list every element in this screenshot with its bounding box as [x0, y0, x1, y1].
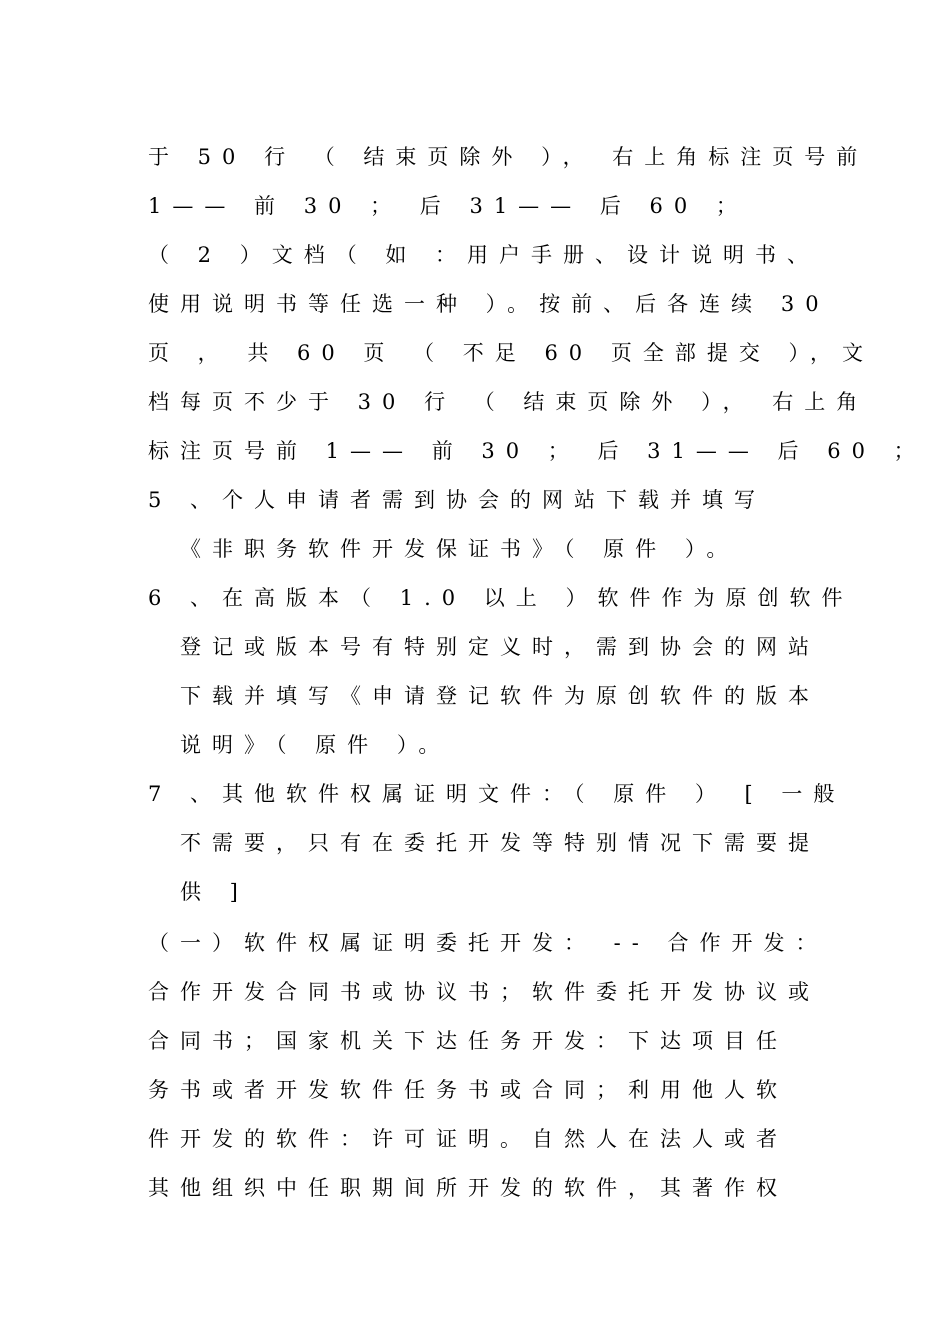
text-line: 其他组织中任职期间所开发的软件，其著作权 [148, 1176, 788, 1200]
text-line: 于 50 行 （ 结束页除外 ）， 右上角标注页号前 [148, 145, 869, 169]
text-line: 合同书；国家机关下达任务开发：下达项目任 [148, 1029, 788, 1053]
text-line: 登记或版本号有特别定义时，需到协会的网站 [180, 635, 820, 659]
text-line: 下载并填写《申请登记软件为原创软件的版本 [180, 684, 820, 708]
text-line: 合作开发合同书或协议书；软件委托开发协议或 [148, 980, 820, 1004]
list-item-7: 7 、其他软件权属证明文件：（ 原件 ） [ 一般 [148, 782, 846, 806]
text-line: （ 2 ）文档（ 如 ：用户手册、设计说明书、 [148, 243, 820, 267]
text-line: 供 ] [180, 880, 249, 904]
text-line: 页 ， 共 60 页 （ 不足 60 页全部提交 ），文 [148, 341, 875, 365]
list-item-5: 5 、个人申请者需到协会的网站下载并填写 [148, 488, 767, 512]
text-line: 标注页号前 1—— 前 30 ； 后 31—— 后 60 ； [148, 439, 926, 463]
text-line: 使用说明书等任选一种 ）。按前、后各连续 30 [148, 292, 830, 316]
text-line: 件开发的软件：许可证明。自然人在法人或者 [148, 1127, 788, 1151]
text-line: 1—— 前 30 ； 后 31—— 后 60 ； [148, 194, 748, 218]
text-line: 说明》（ 原件 ）。 [180, 733, 451, 757]
text-line: 不需要，只有在委托开发等特别情况下需要提 [180, 831, 820, 855]
text-line: 档每页不少于 30 行 （ 结束页除外 ）， 右上角 [148, 390, 869, 414]
text-line: 《非职务软件开发保证书》（ 原件 ）。 [180, 537, 739, 561]
list-item-6: 6 、在高版本（ 1.0 以上 ）软件作为原创软件 [148, 586, 854, 610]
text-line: 务书或者开发软件任务书或合同；利用他人软 [148, 1078, 788, 1102]
section-heading: （一）软件权属证明委托开发： -- 合作开发： [148, 931, 828, 955]
